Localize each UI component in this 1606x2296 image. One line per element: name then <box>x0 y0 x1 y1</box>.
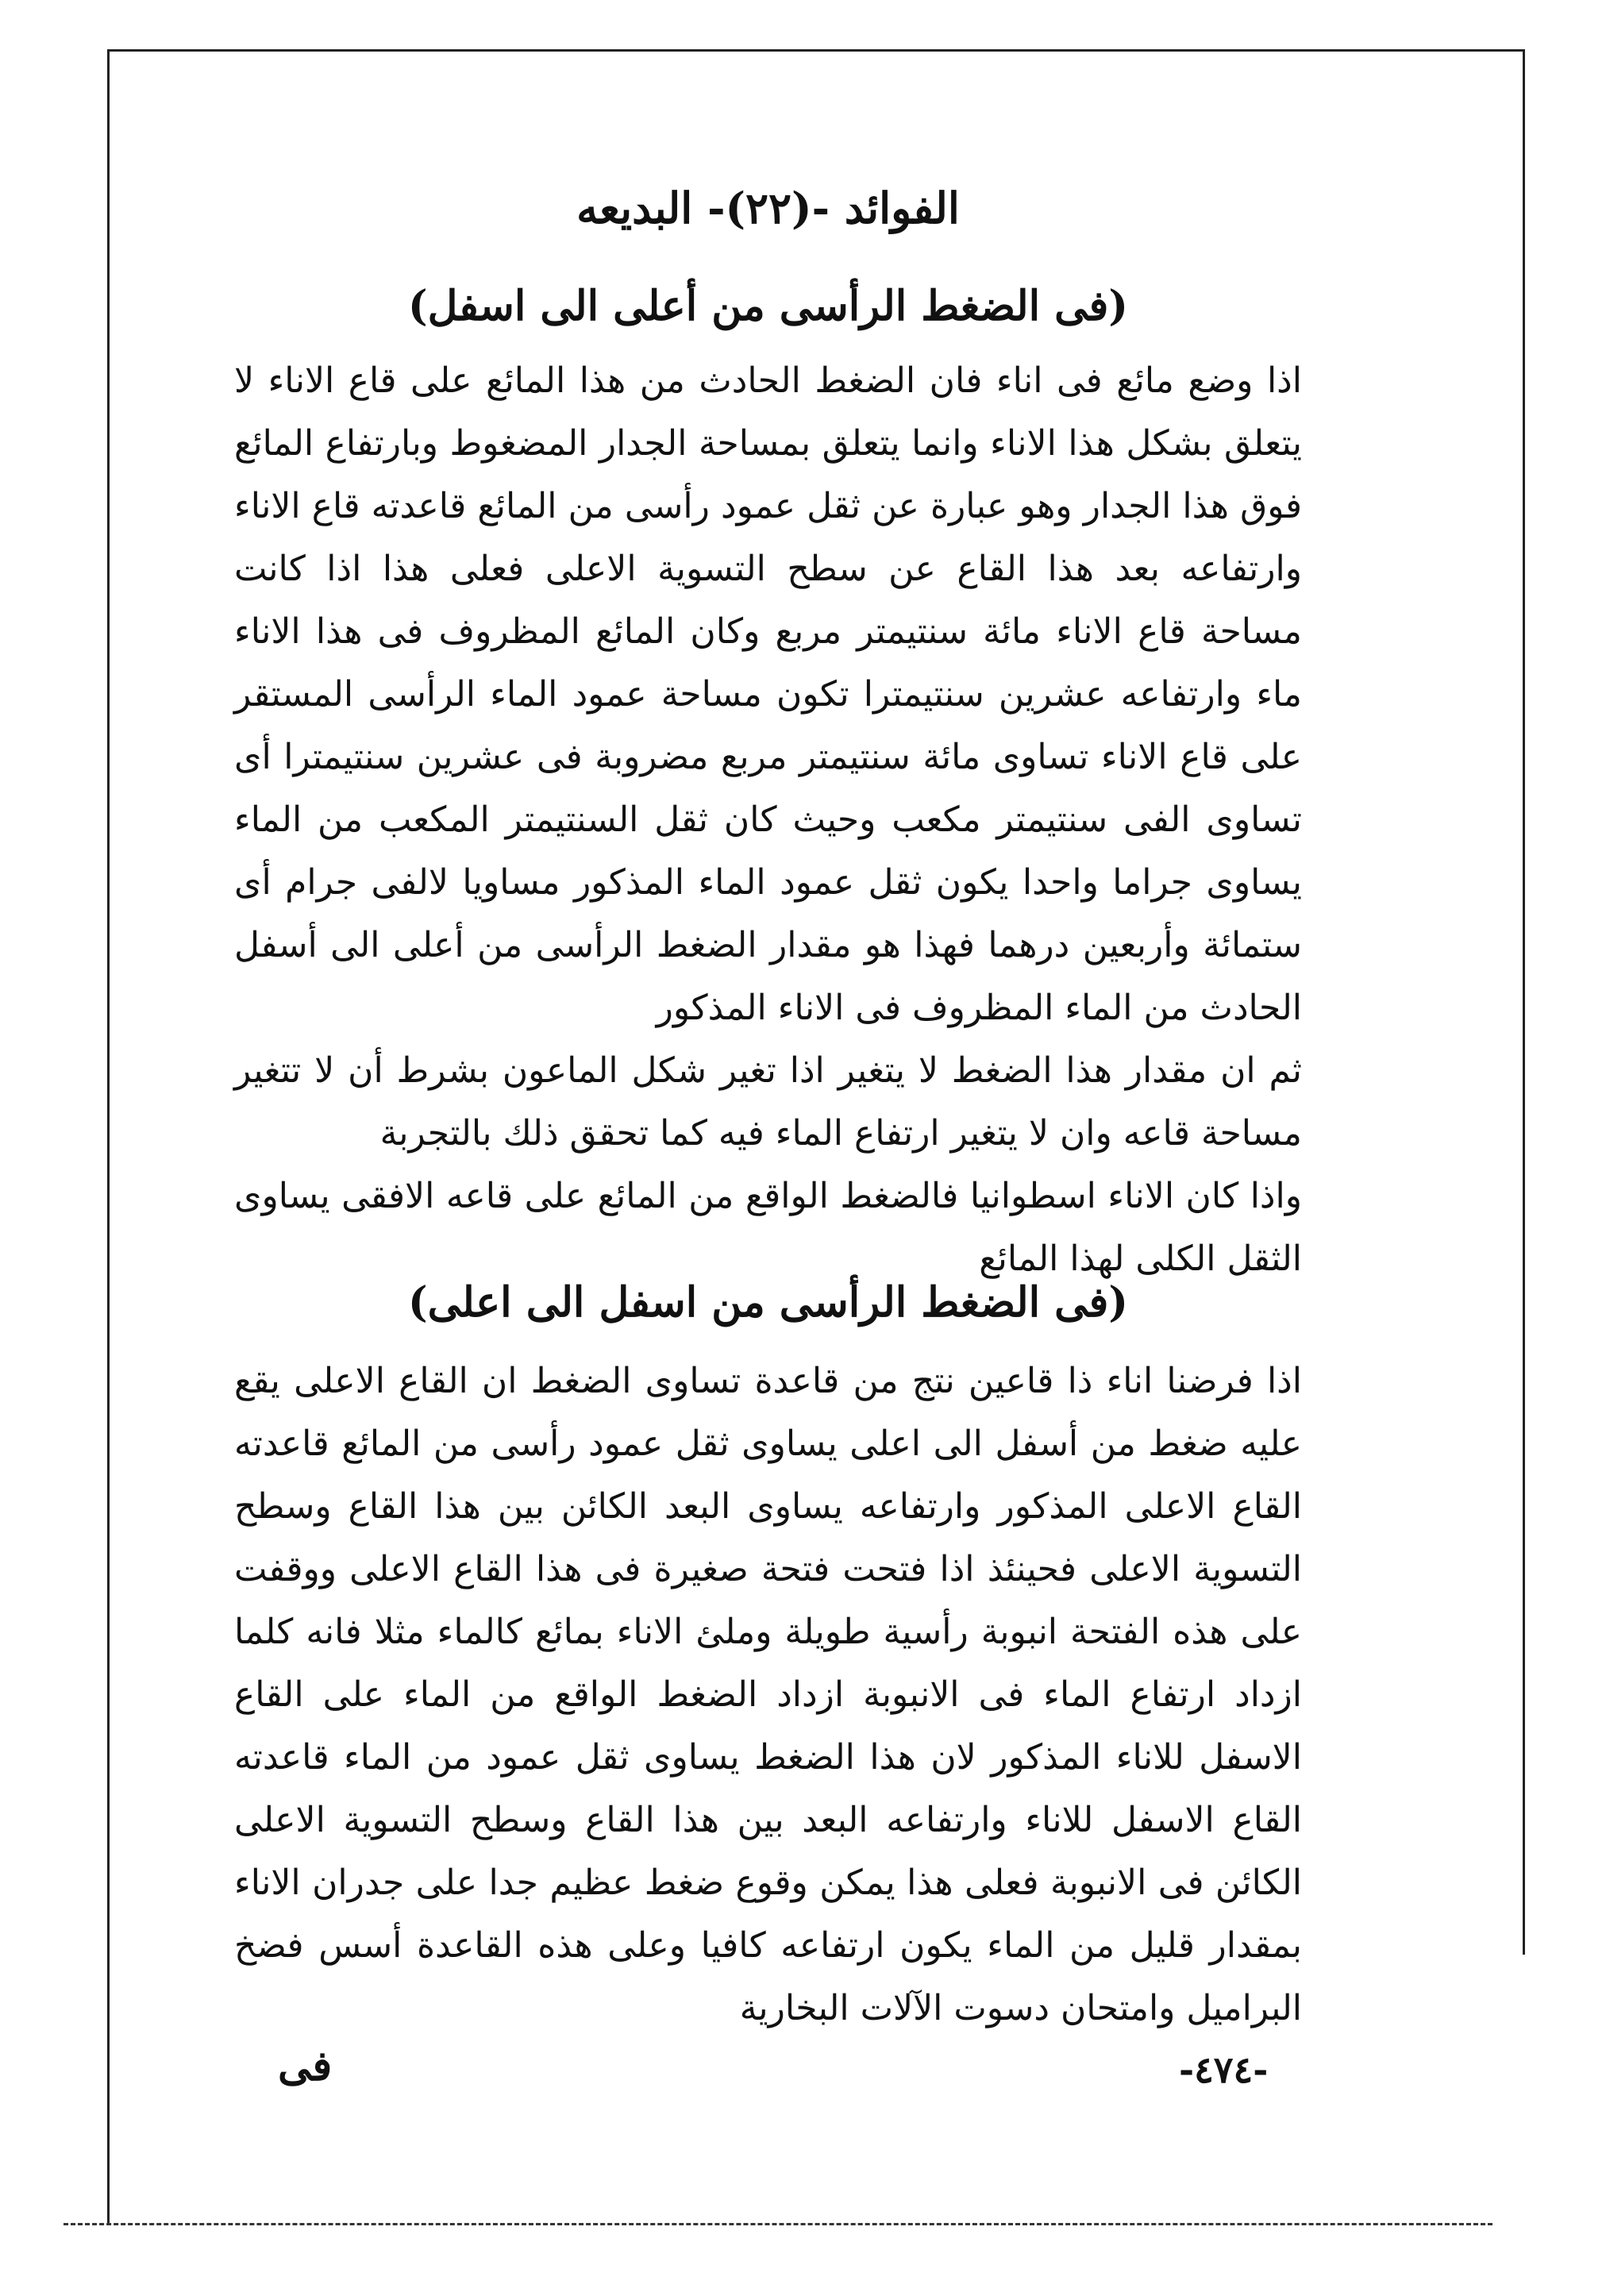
section-body-bottom-to-top <box>234 1350 1302 2040</box>
running-head: الفوائد -(٢٢)- البديعه <box>576 183 960 233</box>
section-heading-bottom-to-top: (فى الضغط الرأسى من اسفل الى اعلى) <box>407 1278 1128 1327</box>
frame-bottom-border <box>64 2223 1492 2225</box>
paragraph: واذا كان الاناء اسطوانيا فالضغط الواقع من المائع على قاعه الافقى يساوى الثقل الكلى لهذا المائع <box>234 1176 1302 1279</box>
catchword: فى <box>278 2042 333 2090</box>
frame-right-border <box>1523 49 1525 1955</box>
section-body-top-to-bottom <box>234 349 1302 1290</box>
page-number: -٤٧٤- <box>1179 2048 1269 2091</box>
paragraph: اذا وضع مائع فى اناء فان الضغط الحادث من هذا المائع على قاع الاناء لا يتعلق بشكل هذا الاناء وانما يتعلق بمساحة الجدار المضغوط وبارتفاع المائع فوق هذا الجدار وهو عبارة عن ثقل عمود رأسى من المائع قاعدته قاع الاناء وارتفاعه بعد هذا القاع عن سطح التسوية الاعلى فعلى هذا اذا كانت مساحة قاع الاناء مائة سنتيمتر مربع وكان المائع المظروف فى هذا الاناء ماء وارتفاعه عشرين سنتيمترا تكون مساحة عمود الماء الرأسى المستقر على قاع الاناء تساوى مائة سنتيمتر مربع مضروبة فى عشرين سنتيمترا أى تساوى الفى سنتيمتر مكعب وحيث كان ثقل السنتيمتر المكعب من الماء يساوى جراما واحدا يكون ثقل عمود الماء المذكور مساويا لالفى جرام أى ستمائة وأربعين درهما فهذا هو مقدار الضغط الرأسى من أعلى الى أسفل الحادث من الماء المظروف فى الاناء المذكور <box>234 360 1302 1028</box>
paragraph: ثم ان مقدار هذا الضغط لا يتغير اذا تغير شكل الماعون بشرط أن لا تتغير مساحة قاعه وان لا يتغير ارتفاع الماء فيه كما تحقق ذلك بالتجربة <box>234 1050 1302 1154</box>
paragraph: اذا فرضنا اناء ذا قاعين نتج من قاعدة تساوى الضغط ان القاع الاعلى يقع عليه ضغط من أسفل الى اعلى يساوى ثقل عمود رأسى من المائع قاعدته القاع الاعلى المذكور وارتفاعه يساوى البعد الكائن بين هذا القاع وسطح التسوية الاعلى فحينئذ اذا فتحت فتحة صغيرة فى هذا القاع الاعلى ووقفت على هذه الفتحة انبوبة رأسية طويلة وملئ الاناء بمائع كالماء مثلا فانه كلما ازداد ارتفاع الماء فى الانبوبة ازداد الضغط الواقع من الماء على القاع الاسفل للاناء المذكور لان هذا الضغط يساوى ثقل عمود من الماء قاعدته القاع الاسفل للاناء وارتفاعه البعد بين هذا القاع وسطح التسوية الاعلى الكائن فى الانبوبة فعلى هذا يمكن وقوع ضغط عظيم جدا على جدران الاناء بمقدار قليل من الماء يكون ارتفاعه كافيا وعلى هذه القاعدة أسس فضخ البراميل وامتحان دسوت الآلات البخارية <box>234 1361 1302 2028</box>
frame-left-border <box>107 49 110 2225</box>
frame-top-border <box>107 49 1524 52</box>
section-heading-top-to-bottom: (فى الضغط الرأسى من أعلى الى اسفل) <box>407 282 1128 330</box>
